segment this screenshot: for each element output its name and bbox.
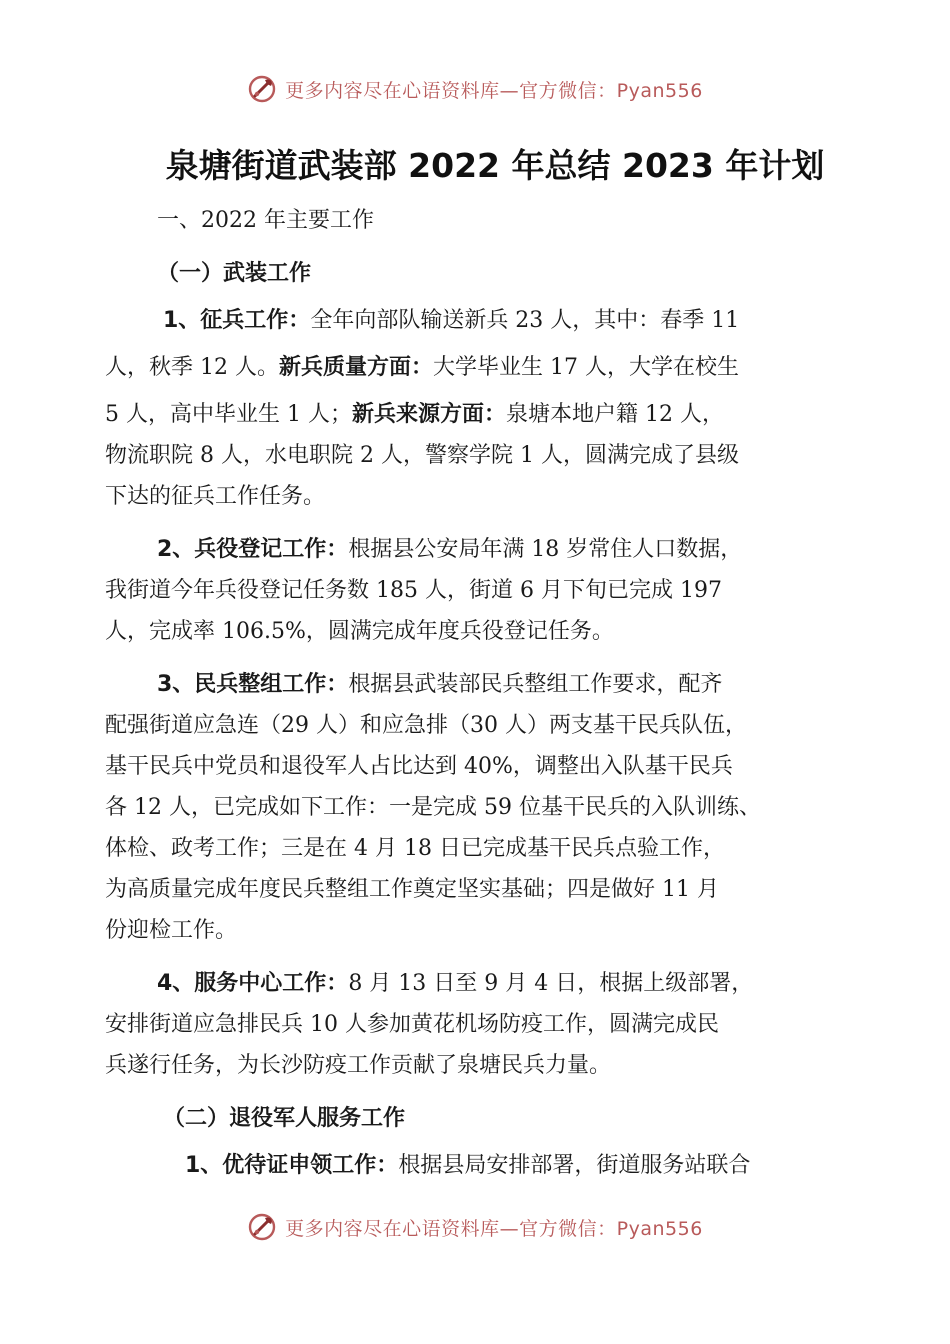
document-title: 泉塘街道武装部 2022 年总结 2023 年计划 [165,146,825,185]
item-label: 2、兵役登记工作： [157,537,349,562]
item-label: 3、民兵整组工作： [157,672,349,697]
paragraph-line [105,300,853,341]
paragraph-line: 体检、政考工作；三是在 4 月 18 日已完成基干民兵点验工作， [105,836,725,861]
paragraph-line: 配强街道应急连（29 人）和应急排（30 人）两支基干民兵队伍， [105,713,747,738]
inline-label: 新兵质量方面： [278,355,433,380]
section-heading: 一、2022 年主要工作 [157,208,374,233]
paragraph-text: 根据县局安排部署，街道服务站联合 [398,1153,751,1178]
subsection-heading: （二）退役军人服务工作 [163,1106,406,1131]
watermark-text: 更多内容尽在心语资料库—官方微信：Pyan556 [285,79,703,102]
paragraph-line: 兵遂行任务，为长沙防疫工作贡献了泉塘民兵力量。 [105,1053,612,1078]
item-label: 1、征兵工作： [163,308,311,333]
quill-seal-icon [247,1212,277,1242]
paragraph-line: 我街道今年兵役登记任务数 185 人，街道 6 月下旬已完成 197 [105,578,722,603]
paragraph-line [105,1145,853,1186]
watermark-footer [0,1212,950,1242]
paragraph-line [105,664,853,705]
paragraph-line: 物流职院 8 人，水电职院 2 人，警察学院 1 人，圆满完成了县级 [105,443,739,468]
paragraph-text: 根据县武装部民兵整组工作要求，配齐 [348,672,723,697]
paragraph-line [105,529,853,570]
paragraph-line: 人，完成率 106.5%，圆满完成年度兵役登记任务。 [105,619,614,644]
paragraph-line: 基干民兵中党员和退役军人占比达到 40%，调整出入队基干民兵 [105,754,733,779]
paragraph-line [105,963,853,1004]
paragraph-line [105,394,853,435]
paragraph-line: 各 12 人，已完成如下工作：一是完成 59 位基干民兵的入队训练、 [105,795,761,820]
item-label: 4、服务中心工作： [157,971,349,996]
paragraph-line: 为高质量完成年度民兵整组工作奠定坚实基础；四是做好 11 月 [105,877,719,902]
paragraph-line: 下达的征兵工作任务。 [105,484,326,509]
quill-seal-icon [247,74,277,104]
item-label: 1、优待证申领工作： [185,1153,399,1178]
subsection-heading: （一）武装工作 [157,261,312,286]
paragraph-text: 大学毕业生 17 人，大学在校生 [433,355,739,380]
paragraph-line: 安排街道应急排民兵 10 人参加黄花机场防疫工作，圆满完成民 [105,1012,719,1037]
paragraph-line [105,347,853,388]
paragraph-text: 泉塘本地户籍 12 人， [506,402,724,427]
document-body [105,200,853,1186]
paragraph-text: 根据县公安局年满 18 岁常住人口数据， [348,537,743,562]
paragraph-line: 份迎检工作。 [105,918,238,943]
paragraph-text: 全年向部队输送新兵 23 人，其中：春季 11 [310,308,740,333]
inline-label: 新兵来源方面： [351,402,506,427]
watermark-header [0,74,950,104]
watermark-text: 更多内容尽在心语资料库—官方微信：Pyan556 [285,1217,703,1240]
paragraph-text: 8 月 13 日至 9 月 4 日，根据上级部署， [348,971,754,996]
paragraph-text: 人，秋季 12 人。 [105,355,279,380]
paragraph-text: 5 人，高中毕业生 1 人； [105,402,352,427]
